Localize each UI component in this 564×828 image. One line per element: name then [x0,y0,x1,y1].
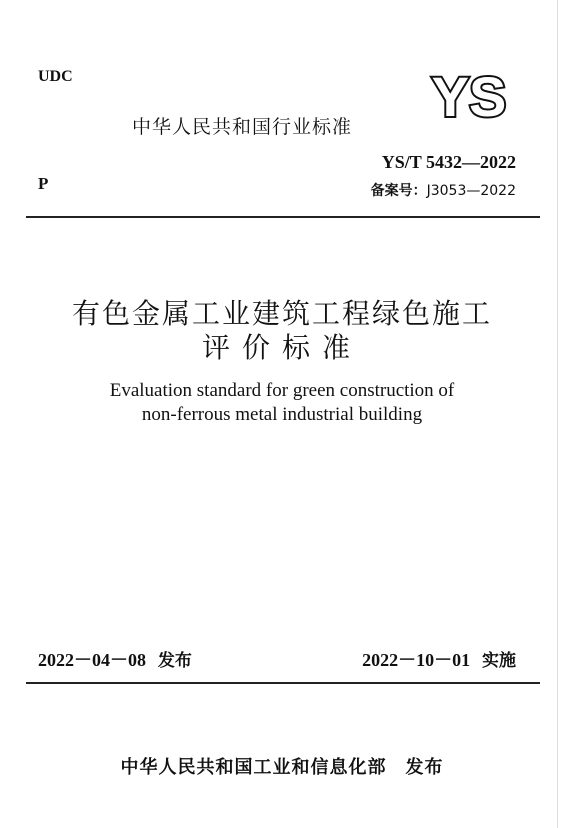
issue-date-value: 2022－04－08 [38,650,146,670]
ys-logo-icon [420,66,518,124]
standard-number: YS/T 5432—2022 [381,152,516,172]
issue-date-label: 发布 [157,651,192,671]
issue-date [38,646,192,672]
bottom-divider [26,682,540,684]
record-number-label: 备案号： [370,183,427,199]
udc-label: UDC [38,68,73,85]
implement-date-label: 实施 [482,651,516,671]
chinese-title-line-1: 有色金属工业建筑工程绿色施工 [71,297,492,330]
record-number [371,180,516,200]
record-number-value: J3053—2022 [426,183,516,199]
implement-date [362,646,516,672]
svg-text:YS: YS [431,66,507,124]
page-edge [557,0,558,828]
industry-standard-title: 中华人民共和国行业标准 [132,116,353,138]
top-divider [26,216,540,218]
implement-date-value: 2022－10－01 [362,650,471,670]
english-title-line-2: non-ferrous metal industrial building [141,404,423,425]
english-title-line-1: Evaluation standard for green construction of [109,380,455,401]
chinese-title-line-2: 评价标准 [201,331,362,364]
classification-label: P [38,174,49,193]
publisher: 中华人民共和国工业和信息化部 发布 [120,757,444,778]
